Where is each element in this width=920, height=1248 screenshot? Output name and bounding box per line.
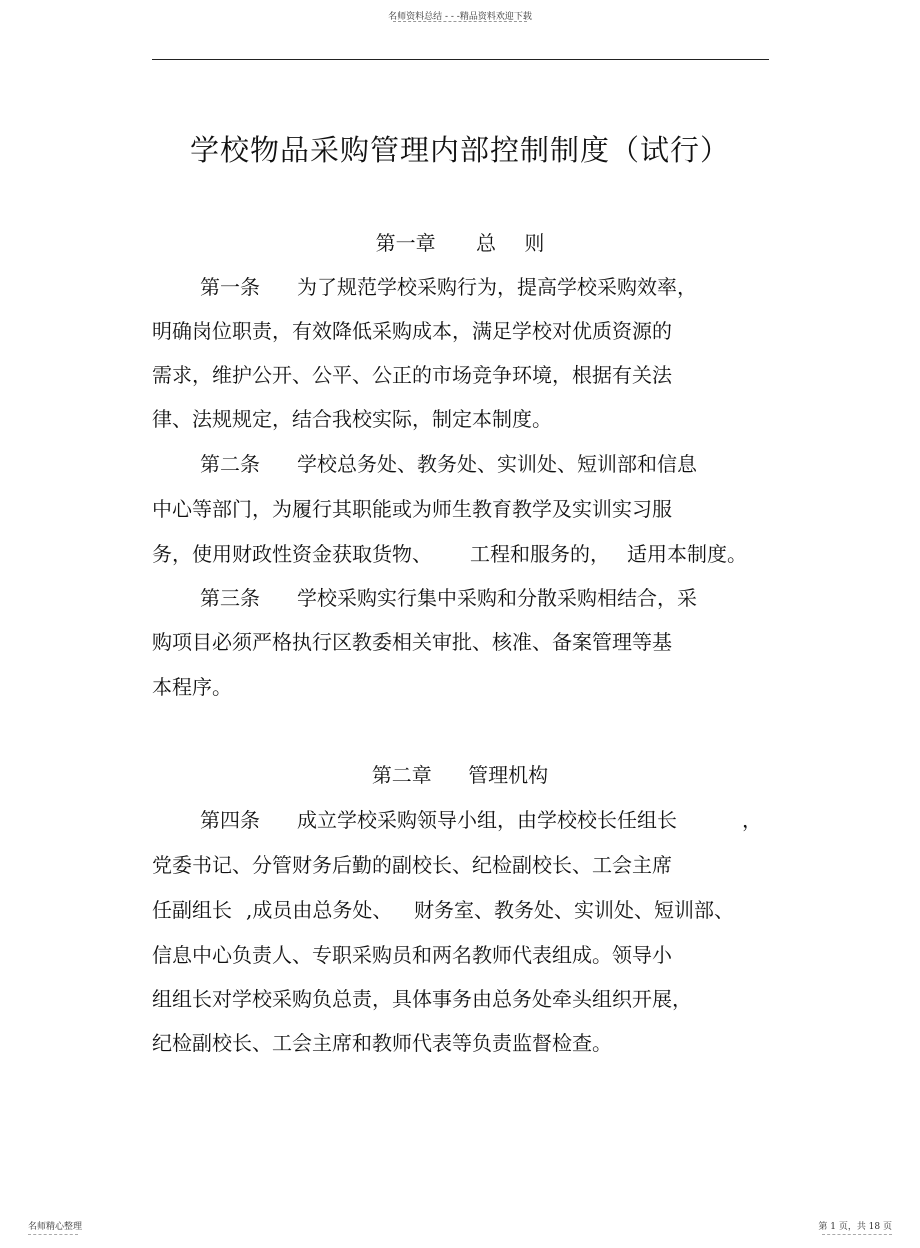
- chapter-1-name-part-b: 则: [524, 231, 545, 255]
- article-3-line-1: 学校采购实行集中采购和分散采购相结合，采: [297, 586, 697, 610]
- footer-left-text: 名师精心整理: [28, 1222, 83, 1232]
- article-1-line-2: 明确岗位职责，有效降低采购成本，满足学校对优质资源的: [152, 319, 672, 343]
- article-4-line-1-end: ，: [742, 808, 762, 832]
- chapter-1-name-part-a: 总: [476, 231, 496, 255]
- chapter-2-number: 第二章: [371, 763, 432, 787]
- header-rule: [152, 59, 769, 60]
- header-dashed-divider: [393, 21, 527, 22]
- chapter-1-heading: [0, 229, 920, 257]
- article-1-line-4: 律、法规规定，结合我校实际，制定本制度。: [152, 407, 552, 431]
- chapter-1-number: 第一章: [375, 231, 436, 255]
- document-title: 学校物品采购管理内部控制制度（试行）: [189, 133, 730, 167]
- article-2-line-3a: 务，使用财政性资金获取货物、: [152, 542, 432, 566]
- article-4-line-2: 党委书记、分管财务后勤的副校长、纪检副校长、工会主席: [152, 853, 672, 877]
- article-4-line-6: 纪检副校长、工会主席和教师代表等负责监督检查。: [152, 1031, 612, 1055]
- article-2-label: 第二条: [200, 452, 260, 476]
- article-3-label: 第三条: [200, 586, 260, 610]
- article-4-line-5: 组组长对学校采购负总责，具体事务由总务处牵头组织开展，: [152, 987, 692, 1011]
- chapter-2-heading: [0, 761, 920, 789]
- footer-right-dashed-divider: [822, 1234, 892, 1235]
- article-4-line-3b: ,成员由总务处、: [246, 898, 393, 922]
- article-2-line-3c: 适用本制度。: [627, 542, 747, 566]
- footer-left-dashed-divider: [28, 1234, 78, 1235]
- page-number: 第 1 页，共 18 页: [818, 1222, 892, 1232]
- article-4-line-3a: 任副组长: [152, 898, 232, 922]
- article-4-line-3c: 财务室、教务处、实训处、短训部、: [414, 898, 734, 922]
- article-2-line-2: 中心等部门，为履行其职能或为师生教育教学及实训实习服: [152, 497, 672, 521]
- article-2-line-3b: 工程和服务的，: [470, 542, 610, 566]
- article-1-line-1: 为了规范学校采购行为，提高学校采购效率，: [297, 275, 697, 299]
- chapter-2-name: 管理机构: [468, 763, 549, 787]
- article-4-label: 第四条: [200, 808, 260, 832]
- page-header-text: 名师资料总结 - - -精品资料欢迎下载: [388, 12, 532, 22]
- article-2-line-1: 学校总务处、教务处、实训处、短训部和信息: [297, 452, 697, 476]
- article-1-line-3: 需求，维护公开、公平、公正的市场竞争环境，根据有关法: [152, 363, 672, 387]
- article-3-line-3: 本程序。: [152, 675, 232, 699]
- article-1-label: 第一条: [200, 275, 260, 299]
- article-4-line-4: 信息中心负责人、专职采购员和两名教师代表组成。领导小: [152, 943, 672, 967]
- article-3-line-2: 购项目必须严格执行区教委相关审批、核准、备案管理等基: [152, 630, 672, 654]
- article-4-line-1: 成立学校采购领导小组，由学校校长任组长: [297, 808, 677, 832]
